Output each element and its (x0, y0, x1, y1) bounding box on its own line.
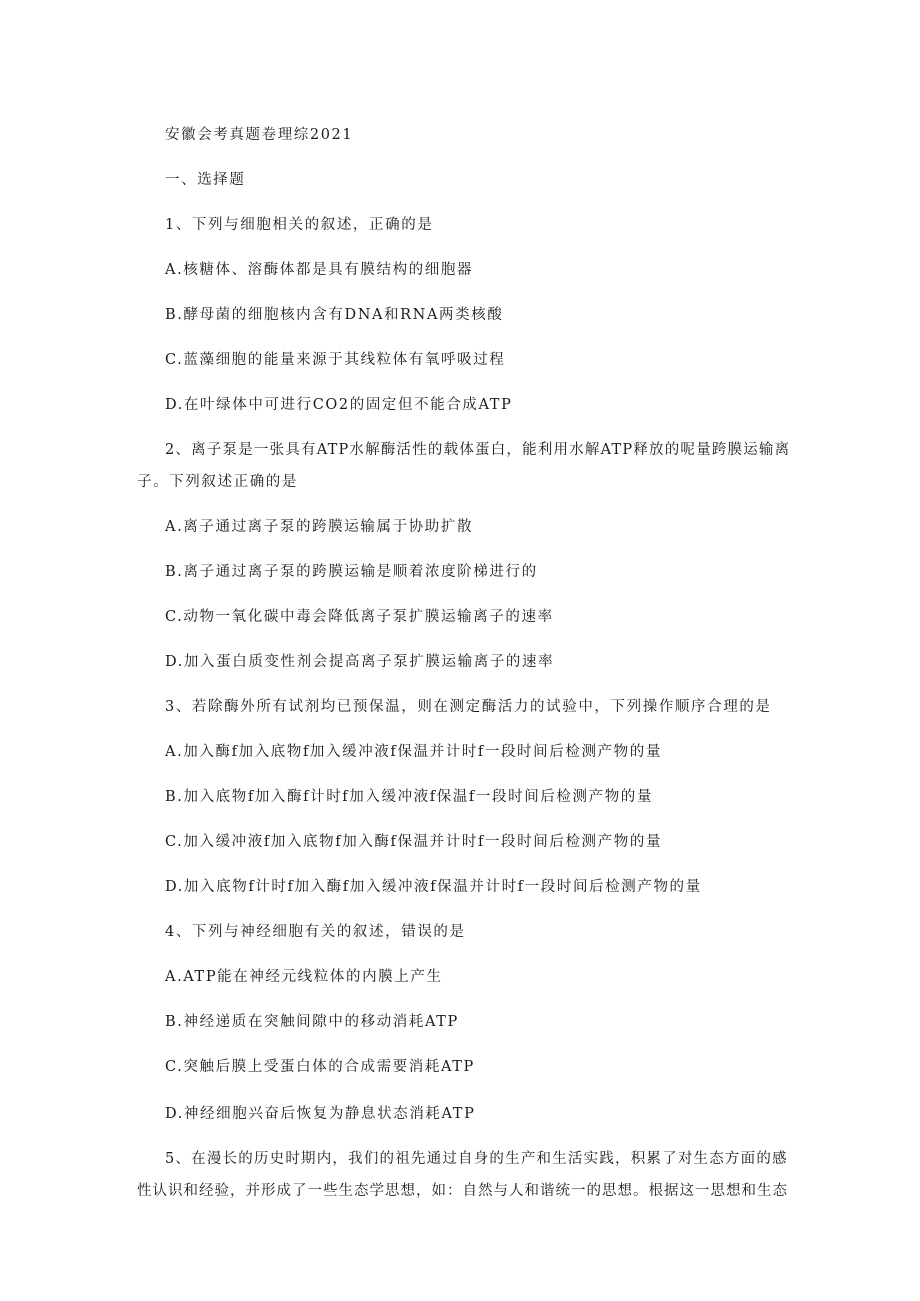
question-4-stem: 4、下列与神经细胞有关的叙述，错误的是 (165, 924, 466, 940)
question-2-option-b: B.离子通过离子泵的跨膜运输是顺着浓度阶梯进行的 (165, 564, 538, 580)
document-title: 安徽会考真题卷理综2021 (165, 127, 354, 143)
question-4-option-d: D.神经细胞兴奋后恢复为静息状态消耗ATP (165, 1106, 476, 1122)
question-5-stem-line-1: 5、在漫长的历史时期内，我们的祖先通过自身的生产和生活实践，积累了对生态方面的感 (165, 1151, 788, 1167)
section-heading: 一、选择题 (165, 172, 246, 188)
question-4-option-c: C.突触后膜上受蛋白体的合成需要消耗ATP (165, 1059, 475, 1075)
question-3-option-c: C.加入缓冲液f加入底物f加入酶f保温并计时f一段时间后检测产物的量 (165, 834, 663, 850)
question-3-option-d: D.加入底物f计时f加入酶f加入缓冲液f保温并计时f一段时间后检测产物的量 (165, 879, 702, 895)
question-1-option-c: C.蓝藻细胞的能量来源于其线粒体有氧呼吸过程 (165, 352, 506, 368)
question-2-option-c: C.动物一氧化碳中毒会降低离子泵扩膜运输离子的速率 (165, 609, 554, 625)
question-1-option-a: A.核糖体、溶酶体都是具有膜结构的细胞器 (165, 262, 474, 278)
question-1-option-b: B.酵母菌的细胞核内含有DNA和RNA两类核酸 (165, 307, 504, 323)
question-3-option-b: B.加入底物f加入酶f计时f加入缓冲液f保温f一段时间后检测产物的量 (165, 789, 653, 805)
question-3-option-a: A.加入酶f加入底物f加入缓冲液f保温并计时f一段时间后检测产物的量 (165, 744, 662, 760)
question-1-option-d: D.在叶绿体中可进行CO2的固定但不能合成ATP (165, 397, 513, 413)
question-3-stem: 3、若除酶外所有试剂均已预保温，则在测定酶活力的试验中，下列操作顺序合理的是 (165, 699, 772, 715)
question-2-stem-line-1: 2、离子泵是一张具有ATP水解酶活性的载体蛋白，能利用水解ATP释放的呢量跨膜运输离 (165, 442, 791, 458)
question-2-option-d: D.加入蛋白质变性剂会提高离子泵扩膜运输离子的速率 (165, 654, 555, 670)
question-2-stem-line-2: 子。下列叙述正确的是 (137, 474, 298, 490)
question-4-option-a: A.ATP能在神经元线粒体的内膜上产生 (165, 969, 443, 985)
question-1-stem: 1、下列与细胞相关的叙述，正确的是 (165, 217, 434, 233)
question-5-stem-line-2: 性认识和经验，并形成了一些生态学思想，如：自然与人和谐统一的思想。根据这一思想和生态 (137, 1183, 788, 1199)
question-2-option-a: A.离子通过离子泵的跨膜运输属于协助扩散 (165, 519, 474, 535)
question-4-option-b: B.神经递质在突触间隙中的移动消耗ATP (165, 1014, 459, 1030)
